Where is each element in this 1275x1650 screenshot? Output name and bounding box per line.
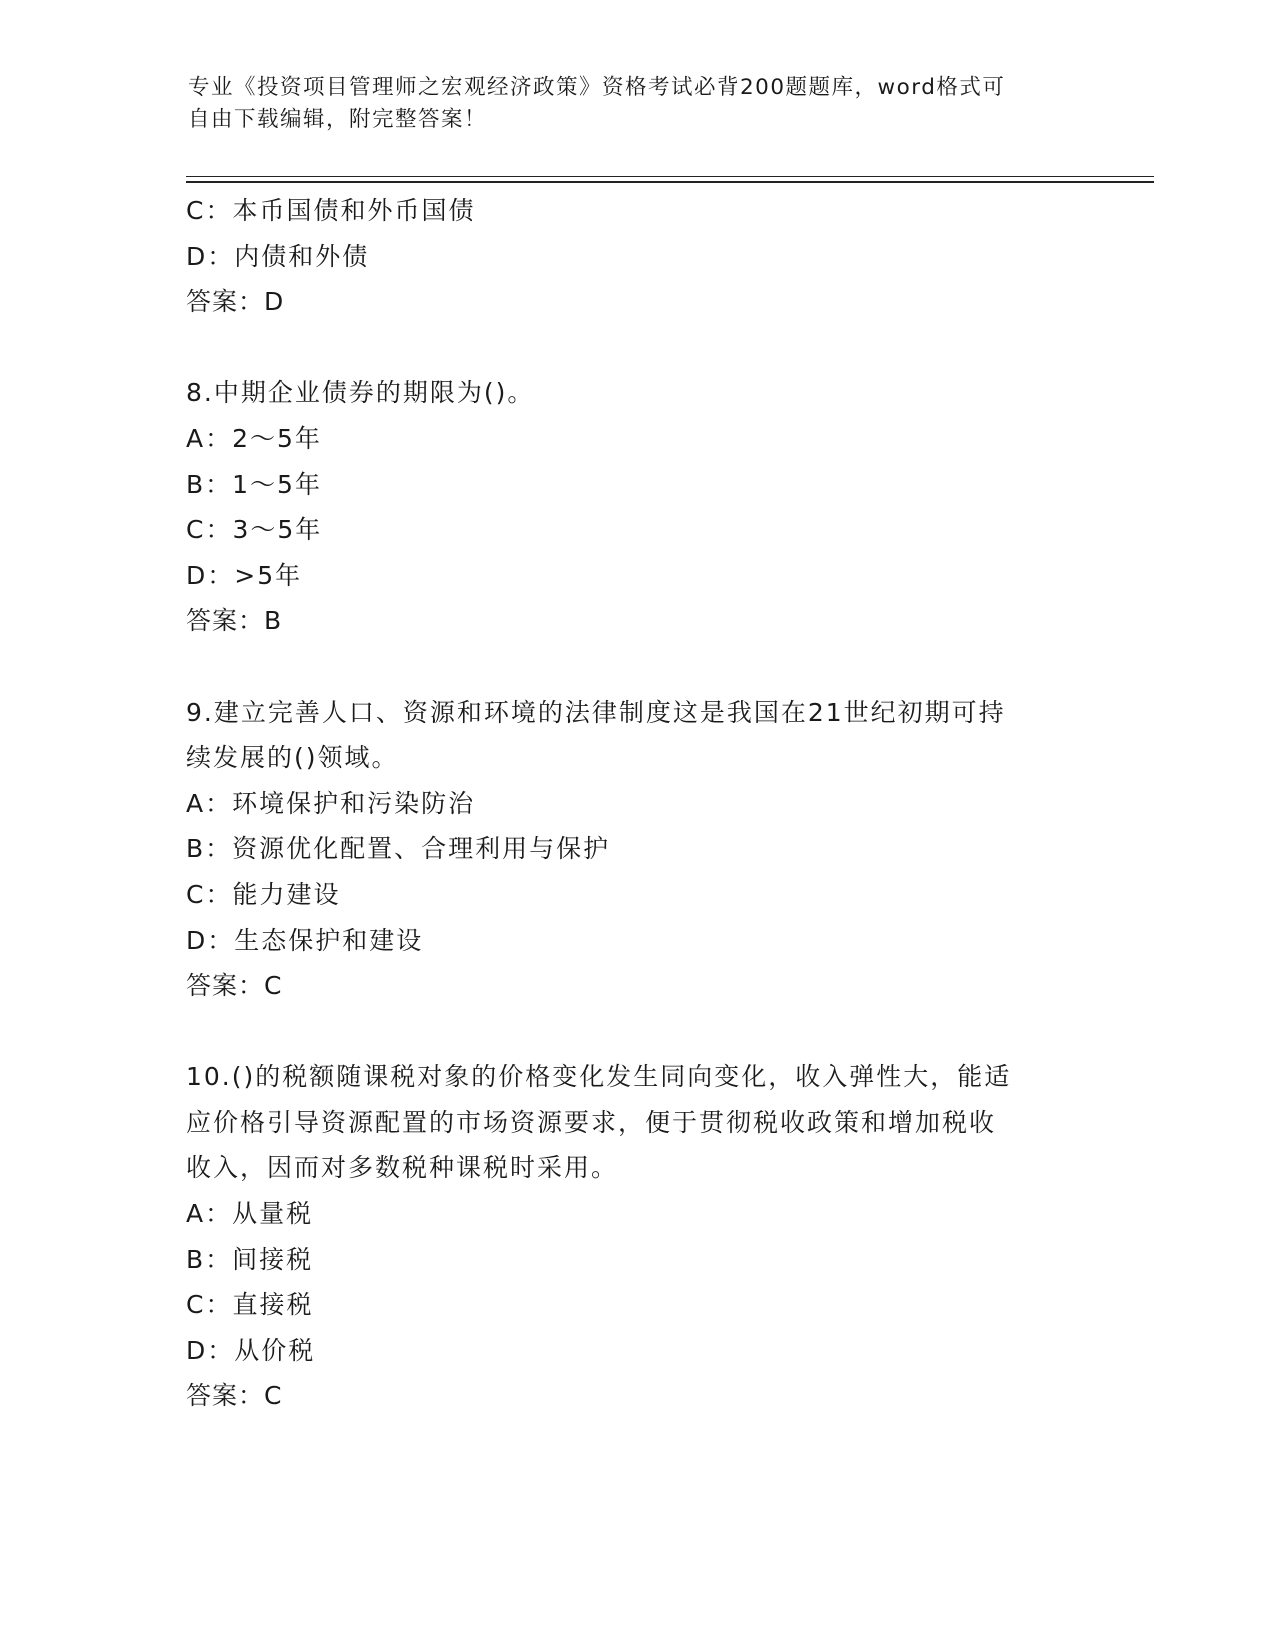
question-text-line-2: 续发展的()领域。 [186,743,399,773]
option-a: A：从量税 [186,1199,314,1229]
question-text-line-1: 9.建立完善人口、资源和环境的法律制度这是我国在21世纪初期可持 [186,697,1006,727]
header-line-1: 专业《投资项目管理师之宏观经济政策》资格考试必背200题题库，word格式可 [188,75,1006,100]
option-a: A：环境保护和污染防治 [186,788,476,818]
header-line-2: 自由下载编辑，附完整答案！ [188,107,488,132]
option-b: B：资源优化配置、合理利用与保护 [186,834,611,864]
question-text-line-2: 应价格引导资源配置的市场资源要求，便于贯彻税收政策和增加税收 [186,1107,997,1137]
option-c: C：能力建设 [186,879,341,909]
option-a: A：2～5年 [186,423,322,453]
question-text-line-3: 收入，因而对多数税种课税时采用。 [186,1153,619,1183]
question-9 [186,690,1086,1009]
option-c: C：3～5年 [186,515,323,545]
option-d: D：生态保护和建设 [186,925,424,955]
option-c: C：直接税 [186,1290,314,1320]
answer-line: 答案：C [186,1381,283,1411]
question-text-line-1: 10.()的税额随课税对象的价格变化发生同向变化，收入弹性大，能适 [186,1062,1012,1092]
option-b: B：1～5年 [186,469,322,499]
option-b: B：间接税 [186,1244,314,1274]
spacer [186,1009,1086,1055]
option-d: D：>5年 [186,560,303,590]
question-list [186,188,1086,1419]
header-divider-thin [186,176,1154,177]
previous-question-tail [186,188,1086,325]
option-d: D：内债和外债 [186,241,370,271]
header-divider-thick [186,181,1154,183]
spacer [186,325,1086,371]
option-d: D：从价税 [186,1335,316,1365]
option-c: C：本币国债和外币国债 [186,196,476,225]
document-header [188,72,1088,136]
answer-line: 答案：C [186,971,283,1001]
answer-line: 答案：B [186,606,283,636]
question-10 [186,1054,1086,1419]
question-text: 8.中期企业债券的期限为()。 [186,378,535,408]
spacer [186,644,1086,690]
question-8 [186,370,1086,644]
answer-line: 答案：D [186,287,285,317]
